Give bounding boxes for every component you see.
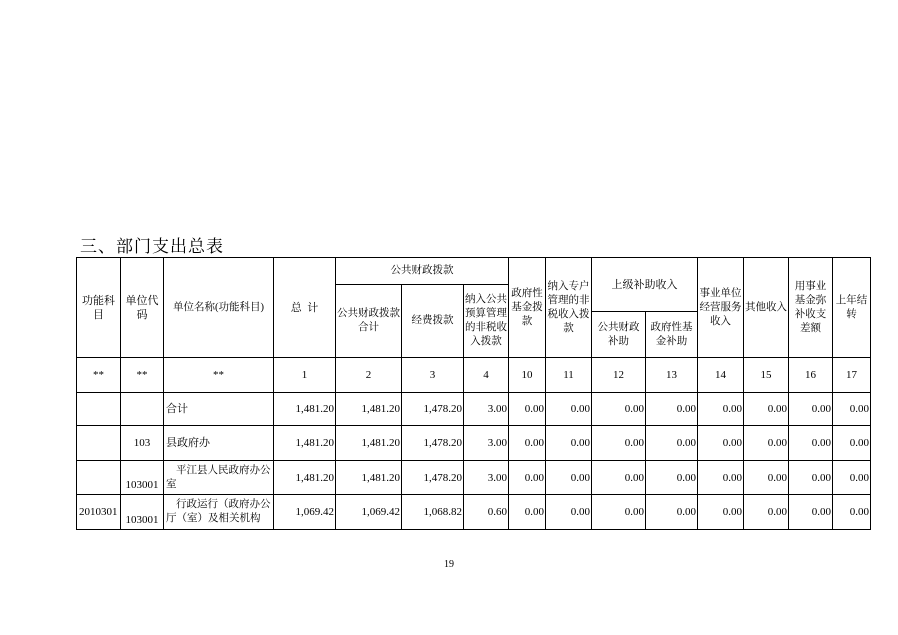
cell-function-code bbox=[77, 426, 121, 461]
cell-nontax-special: 0.00 bbox=[546, 426, 592, 461]
cell-business-income: 0.00 bbox=[698, 426, 744, 461]
cell-public-finance-total: 2 bbox=[336, 358, 402, 393]
table-row-department bbox=[77, 426, 871, 461]
cell-total: 1,481.20 bbox=[274, 461, 336, 495]
cell-gov-fund: 0.00 bbox=[509, 495, 546, 530]
cell-public-finance-total: 1,481.20 bbox=[336, 461, 402, 495]
cell-other-income: 0.00 bbox=[744, 393, 789, 426]
header-superior-public-finance: 公共财政补助 bbox=[592, 312, 646, 358]
cell-function-code bbox=[77, 461, 121, 495]
cell-funding-allocation: 1,478.20 bbox=[402, 461, 464, 495]
header-business-fund: 用事业基金弥补收支差额 bbox=[789, 258, 833, 358]
cell-funding-allocation: 1,478.20 bbox=[402, 426, 464, 461]
cell-total: 1 bbox=[274, 358, 336, 393]
cell-carryover: 17 bbox=[833, 358, 871, 393]
header-superior-subsidy-group: 上级补助收入 bbox=[592, 258, 698, 312]
cell-unit-code: 103001 bbox=[121, 461, 164, 495]
cell-gov-fund: 0.00 bbox=[509, 426, 546, 461]
header-other-income: 其他收入 bbox=[744, 258, 789, 358]
cell-carryover: 0.00 bbox=[833, 426, 871, 461]
header-public-finance-total: 公共财政拨款合计 bbox=[336, 285, 402, 358]
cell-unit-name: ** bbox=[164, 358, 274, 393]
cell-funding-allocation: 1,478.20 bbox=[402, 393, 464, 426]
cell-business-fund: 0.00 bbox=[789, 495, 833, 530]
cell-other-income: 15 bbox=[744, 358, 789, 393]
cell-total: 1,481.20 bbox=[274, 426, 336, 461]
cell-other-income: 0.00 bbox=[744, 461, 789, 495]
cell-nontax-special: 11 bbox=[546, 358, 592, 393]
section-title: 三、部门支出总表 bbox=[80, 237, 224, 256]
header-superior-gov-fund: 政府性基金补助 bbox=[646, 312, 698, 358]
cell-function-code: 2010301 bbox=[77, 495, 121, 530]
cell-carryover: 0.00 bbox=[833, 393, 871, 426]
cell-nontax-special: 0.00 bbox=[546, 393, 592, 426]
cell-total: 1,481.20 bbox=[274, 393, 336, 426]
cell-public-finance-total: 1,069.42 bbox=[336, 495, 402, 530]
table-row-column-index bbox=[77, 358, 871, 393]
cell-superior-public-finance: 0.00 bbox=[592, 495, 646, 530]
cell-unit-name: 合计 bbox=[164, 393, 274, 426]
cell-gov-fund: 0.00 bbox=[509, 393, 546, 426]
cell-superior-gov-fund: 13 bbox=[646, 358, 698, 393]
cell-function-code bbox=[77, 393, 121, 426]
cell-superior-public-finance: 0.00 bbox=[592, 426, 646, 461]
cell-business-fund: 0.00 bbox=[789, 426, 833, 461]
cell-superior-public-finance: 0.00 bbox=[592, 461, 646, 495]
cell-nontax-special: 0.00 bbox=[546, 495, 592, 530]
cell-total: 1,069.42 bbox=[274, 495, 336, 530]
cell-unit-code: ** bbox=[121, 358, 164, 393]
cell-public-finance-total: 1,481.20 bbox=[336, 426, 402, 461]
header-funding-allocation: 经费拨款 bbox=[402, 285, 464, 358]
cell-gov-fund: 10 bbox=[509, 358, 546, 393]
cell-superior-gov-fund: 0.00 bbox=[646, 495, 698, 530]
cell-nontax-budget: 4 bbox=[464, 358, 509, 393]
cell-business-income: 14 bbox=[698, 358, 744, 393]
cell-carryover: 0.00 bbox=[833, 461, 871, 495]
cell-business-fund: 16 bbox=[789, 358, 833, 393]
header-total: 总 计 bbox=[274, 258, 336, 358]
table-row-grand-total bbox=[77, 393, 871, 426]
cell-unit-code bbox=[121, 393, 164, 426]
cell-funding-allocation: 1,068.82 bbox=[402, 495, 464, 530]
header-nontax-special: 纳入专户管理的非税收入拨款 bbox=[546, 258, 592, 358]
table-row-unit bbox=[77, 461, 871, 495]
cell-gov-fund: 0.00 bbox=[509, 461, 546, 495]
cell-funding-allocation: 3 bbox=[402, 358, 464, 393]
cell-unit-code: 103001 bbox=[121, 495, 164, 530]
cell-nontax-special: 0.00 bbox=[546, 461, 592, 495]
header-function-subject: 功能科目 bbox=[77, 258, 121, 358]
header-public-finance-group: 公共财政拨款 bbox=[336, 258, 509, 285]
cell-nontax-budget: 3.00 bbox=[464, 426, 509, 461]
header-unit-name: 单位名称(功能科目) bbox=[164, 258, 274, 358]
cell-superior-gov-fund: 0.00 bbox=[646, 461, 698, 495]
cell-carryover: 0.00 bbox=[833, 495, 871, 530]
cell-unit-name: 县政府办 bbox=[164, 426, 274, 461]
page-number: 19 bbox=[444, 559, 454, 570]
cell-unit-name: 行政运行（政府办公厅（室）及相关机构 bbox=[164, 495, 274, 530]
cell-business-income: 0.00 bbox=[698, 461, 744, 495]
header-business-income: 事业单位经营服务收入 bbox=[698, 258, 744, 358]
cell-business-income: 0.00 bbox=[698, 495, 744, 530]
header-carryover: 上年结转 bbox=[833, 258, 871, 358]
cell-other-income: 0.00 bbox=[744, 495, 789, 530]
header-row bbox=[77, 258, 871, 285]
cell-superior-gov-fund: 0.00 bbox=[646, 393, 698, 426]
cell-unit-code: 103 bbox=[121, 426, 164, 461]
cell-unit-name: 平江县人民政府办公室 bbox=[164, 461, 274, 495]
header-unit-code: 单位代码 bbox=[121, 258, 164, 358]
cell-function-code: ** bbox=[77, 358, 121, 393]
header-nontax-budget: 纳入公共预算管理的非税收入拨款 bbox=[464, 285, 509, 358]
cell-superior-public-finance: 12 bbox=[592, 358, 646, 393]
cell-superior-public-finance: 0.00 bbox=[592, 393, 646, 426]
table-row-function-item bbox=[77, 495, 871, 530]
cell-business-fund: 0.00 bbox=[789, 461, 833, 495]
cell-nontax-budget: 0.60 bbox=[464, 495, 509, 530]
cell-business-income: 0.00 bbox=[698, 393, 744, 426]
header-gov-fund: 政府性基金拨款 bbox=[509, 258, 546, 358]
cell-public-finance-total: 1,481.20 bbox=[336, 393, 402, 426]
cell-other-income: 0.00 bbox=[744, 426, 789, 461]
cell-nontax-budget: 3.00 bbox=[464, 461, 509, 495]
cell-nontax-budget: 3.00 bbox=[464, 393, 509, 426]
cell-business-fund: 0.00 bbox=[789, 393, 833, 426]
cell-superior-gov-fund: 0.00 bbox=[646, 426, 698, 461]
expenditure-summary-table bbox=[76, 257, 871, 530]
